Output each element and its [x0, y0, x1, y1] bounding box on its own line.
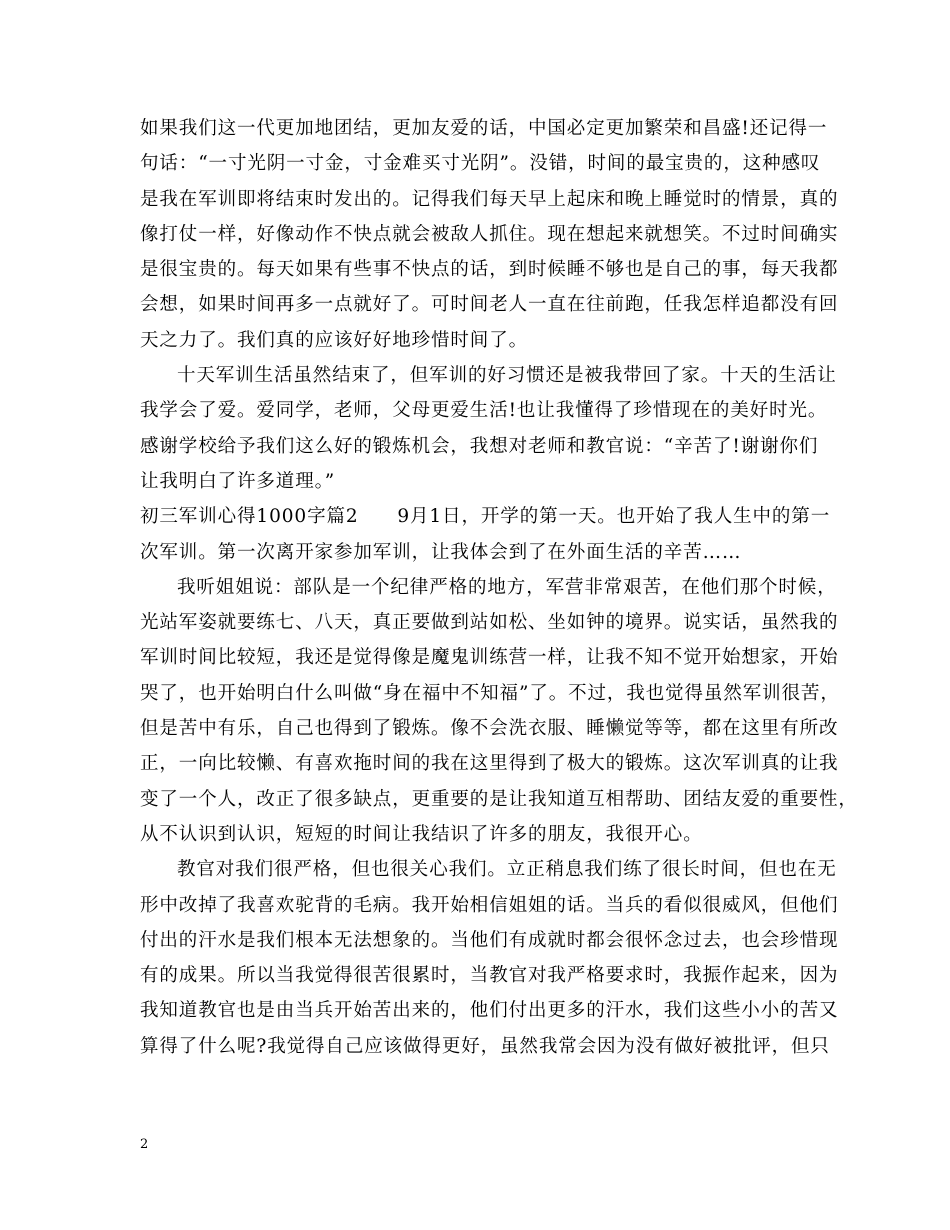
text-line: 变了一个人，改正了很多缺点，更重要的是让我知道互相帮助、团结友爱的重要性，: [140, 788, 858, 810]
text-line: 是我在军训即将结束时发出的。记得我们每天早上起床和晚上睡觉时的情景，真的: [140, 188, 839, 210]
text-line: 光站军姿就要练七、八天，真正要做到站如松、坐如钟的境界。说实话，虽然我的: [140, 612, 839, 634]
text-line: 感谢学校给予我们这么好的锻炼机会，我想对老师和教官说：“辛苦了!谢谢你们: [140, 435, 819, 457]
text-line: 次军训。第一次离开家参加军训，让我体会到了在外面生活的辛苦……: [140, 541, 742, 563]
text-line: 如果我们这一代更加地团结，更加友爱的话，中国必定更加繁荣和昌盛!还记得一: [140, 118, 828, 139]
text-line: 是很宝贵的。每天如果有些事不快点的话，到时候睡不够也是自己的事，每天我都: [140, 259, 839, 281]
text-line: 我知道教官也是由当兵开始苦出来的，他们付出更多的汗水，我们这些小小的苦又: [140, 1000, 839, 1022]
text-line: 军训时间比较短，我还是觉得像是魔鬼训练营一样，让我不知不觉开始想家，开始: [140, 647, 839, 669]
text-line: 哭了，也开始明白什么叫做“身在福中不知福”了。不过，我也觉得虽然军训很苦，: [140, 682, 840, 704]
page-number: 2: [140, 1137, 149, 1152]
text-line: 但是苦中有乐，自己也得到了锻炼。像不会洗衣服、睡懒觉等等，都在这里有所改: [140, 718, 839, 740]
paragraph-start-line: 我听姐姐说：部队是一个纪律严格的地方，军营非常艰苦，在他们那个时候，: [177, 576, 837, 598]
section-heading-line: 初三军训心得1000字篇2 9月1日，开学的第一天。也开始了我人生中的第一: [140, 506, 831, 528]
body-text: [140, 111, 858, 1064]
paragraph-start-line: 教官对我们很严格，但也很关心我们。立正稍息我们练了很长时间，但也在无: [177, 859, 837, 881]
text-line: 天之力了。我们真的应该好好地珍惜时间了。: [140, 329, 529, 351]
text-line: 正，一向比较懒、有喜欢拖时间的我在这里得到了极大的锻炼。这次军训真的让我: [140, 753, 839, 775]
text-line: 有的成果。所以当我觉得很苦很累时，当教官对我严格要求时，我振作起来，因为: [140, 965, 839, 987]
text-line: 付出的汗水是我们根本无法想象的。当他们有成就时都会很怀念过去，也会珍惜现: [140, 929, 839, 951]
text-line: 像打仗一样，好像动作不快点就会被敌人抓住。现在想起来就想笑。不过时间确实: [140, 223, 839, 245]
paragraph-start-line: 十天军训生活虽然结束了，但军训的好习惯还是被我带回了家。十天的生活让: [177, 365, 837, 387]
text-line: 形中改掉了我喜欢驼背的毛病。我开始相信姐姐的话。当兵的看似很威风，但他们: [140, 894, 839, 916]
text-line: 让我明白了许多道理。”: [140, 470, 336, 492]
text-line: 会想，如果时间再多一点就好了。可时间老人一直在往前跑，任我怎样追都没有回: [140, 294, 839, 316]
text-line: 算得了什么呢?我觉得自己应该做得更好，虽然我常会因为没有做好被批评，但只: [140, 1035, 830, 1057]
text-line: 从不认识到认识，短短的时间让我结识了许多的朋友，我很开心。: [140, 823, 703, 845]
text-line: 句话：“一寸光阴一寸金，寸金难买寸光阴”。没错，时间的最宝贵的，这种感叹: [140, 153, 821, 175]
text-line: 我学会了爱。爱同学，老师，父母更爱生活!也让我懂得了珍惜现在的美好时光。: [140, 400, 828, 422]
